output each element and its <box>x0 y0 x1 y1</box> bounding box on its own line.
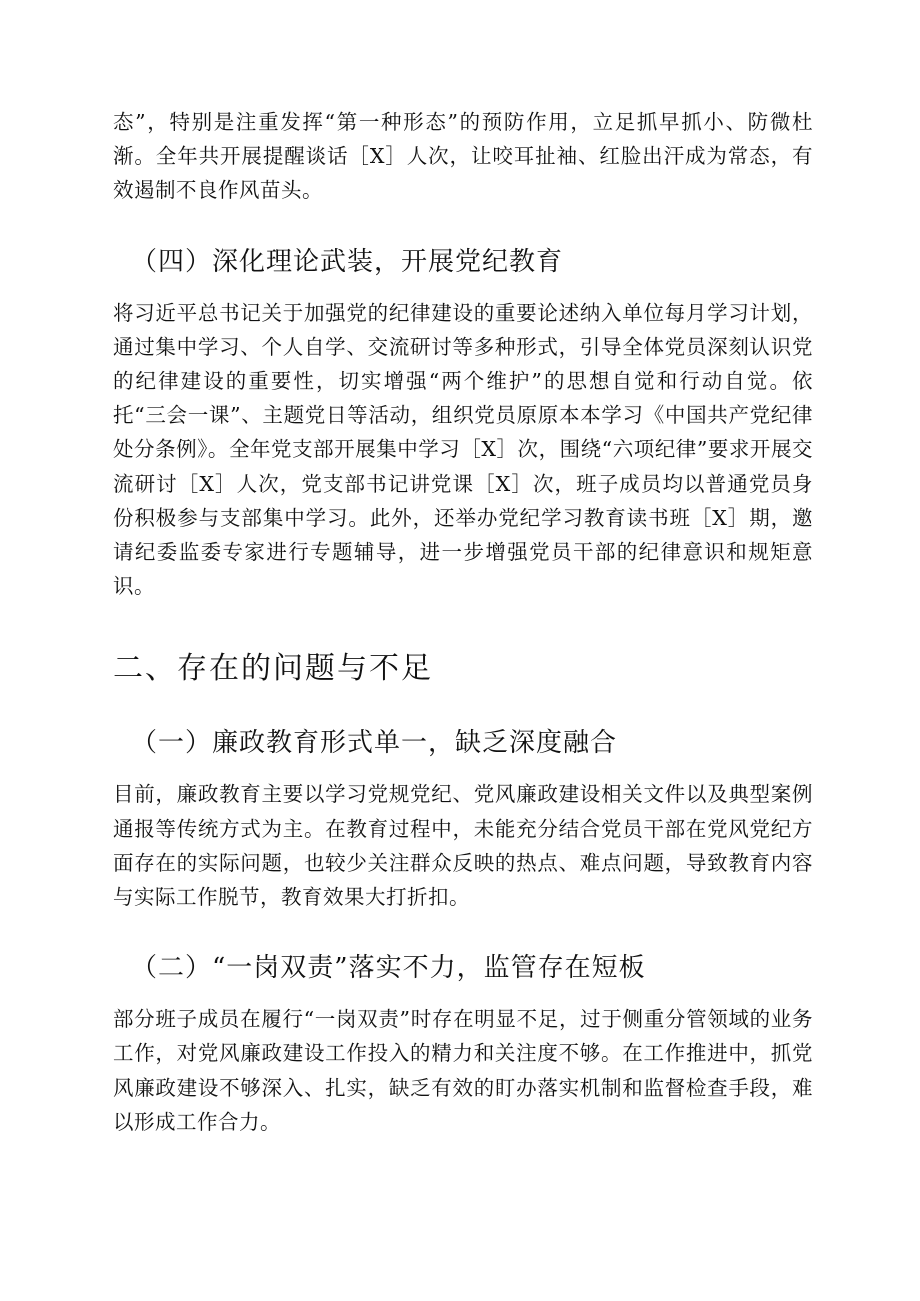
heading-section-two: 二、存在的问题与不足 <box>113 651 433 687</box>
paragraph-four: 将习近平总书记关于加强党的纪律建设的重要论述纳入单位每月学习计划，通过集中学习、个人自学、交流研讨等多种形式，引导全体党员深刻认识党的纪律建设的重要性，切实增强“两个维护”的思想自觉和行动自觉。依托“三会一课”、主题党日等活动，组织党员原原本本学习《中国共产党纪律处分条例》。全年党支部开展集中学习［X］次，围绕“六项纪律”要求开展交流研讨［X］人次，党支部书记讲党课［X］次，班子成员均以普通党员身份积极参与支部集中学习。此外，还举办党纪学习教育读书班［X］期，邀请纪委监委专家进行专题辅导，进一步增强党员干部的纪律意识和规矩意识。 <box>113 300 813 599</box>
paragraph-two-two: 部分班子成员在履行“一岗双责”时存在明显不足，过于侧重分管领域的业务工作，对党风廉政建设工作投入的精力和关注度不够。在工作推进中，抓党风廉政建设不够深入、扎实，缺乏有效的盯办落实机制和监督检查手段，难以形成工作合力。 <box>113 1007 813 1134</box>
paragraph-two-one: 目前，廉政教育主要以学习党规党纪、党风廉政建设相关文件以及典型案例通报等传统方式为主。在教育过程中，未能充分结合党员干部在党风党纪方面存在的实际问题，也较少关注群众反映的热点、难点问题，导致教育内容与实际工作脱节，教育效果大打折扣。 <box>113 782 813 910</box>
subheading-two-two: （二）“一岗双责”落实不力，监管存在短板 <box>131 953 646 984</box>
paragraph-intro: 态”，特别是注重发挥“第一种形态”的预防作用，立足抓早抓小、防微杜渐。全年共开展提醒谈话［X］人次，让咬耳扯袖、红脸出汗成为常态，有效遏制不良作风苗头。 <box>113 110 813 203</box>
document-page <box>113 105 813 1139</box>
subheading-four: （四）深化理论武装，开展党纪教育 <box>131 246 564 277</box>
subheading-two-one: （一）廉政教育形式单一，缺乏深度融合 <box>131 728 618 759</box>
